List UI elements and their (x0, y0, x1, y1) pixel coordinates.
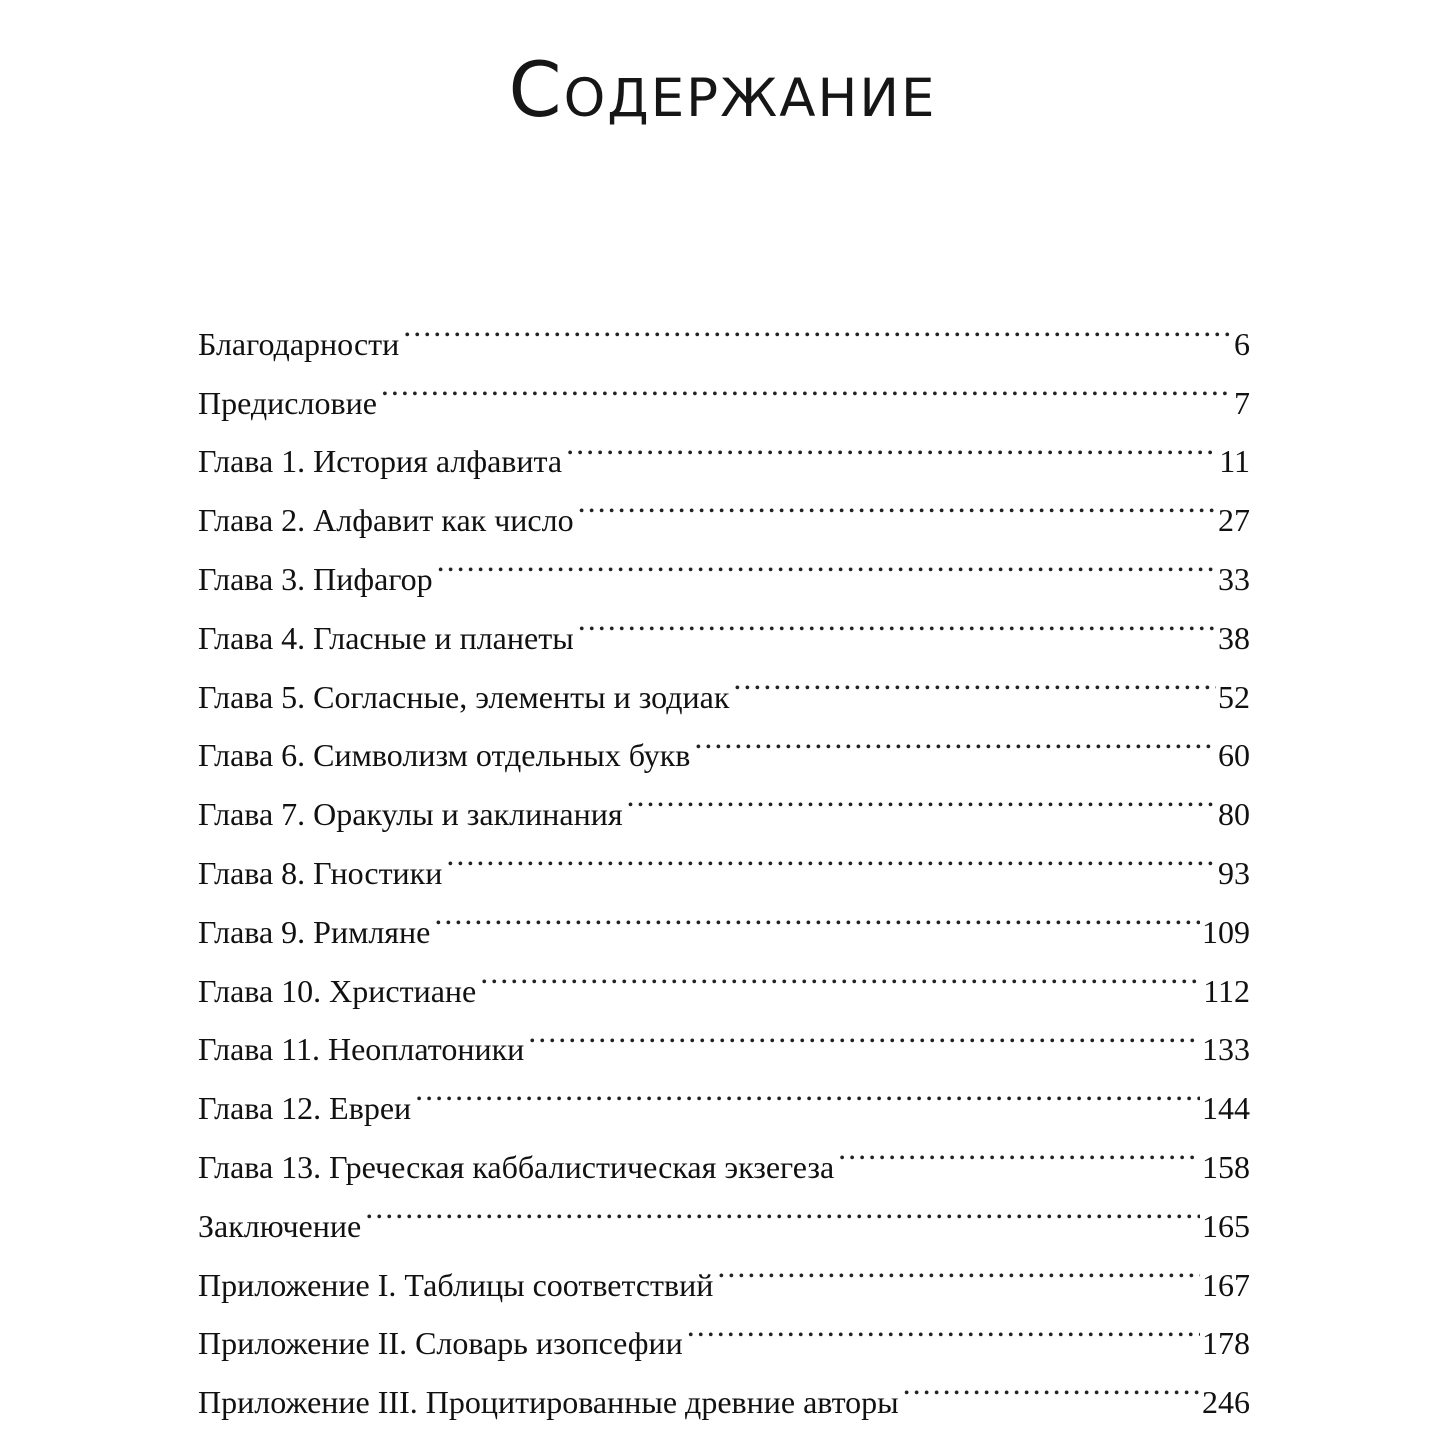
toc-entry-title: Глава 9. Римляне (198, 913, 431, 950)
toc-entry-title: Глава 13. Греческая каббалистическая экзегеза (198, 1148, 835, 1185)
dot-leader (446, 825, 1216, 884)
toc-entry-title: Глава 11. Неоплатоники (198, 1031, 525, 1068)
toc-entry-page: 11 (1219, 443, 1250, 480)
toc-entry-page: 80 (1218, 796, 1250, 833)
toc-entry-page: 7 (1234, 384, 1250, 421)
toc-entry-page: 52 (1218, 678, 1250, 715)
toc-entry-title: Глава 7. Оракулы и заклинания (198, 796, 623, 833)
dot-leader (437, 531, 1216, 590)
toc-entry-title: Глава 5. Согласные, элементы и зодиак (198, 678, 730, 715)
dot-leader (365, 1178, 1200, 1237)
toc-entry[interactable] (198, 296, 1250, 362)
toc-entry-title: Благодарности (198, 325, 400, 362)
dot-leader (694, 708, 1216, 767)
toc-entry-title: Глава 4. Гласные и планеты (198, 619, 574, 656)
dot-leader (627, 766, 1216, 825)
toc-entry-page: 246 (1202, 1384, 1250, 1421)
toc-entry-page: 27 (1218, 502, 1250, 539)
toc-entry-page: 60 (1218, 737, 1250, 774)
dot-leader (528, 1002, 1200, 1061)
dot-leader (403, 296, 1232, 355)
toc-entry-page: 144 (1202, 1090, 1250, 1127)
toc-entry-page: 158 (1202, 1148, 1250, 1185)
dot-leader (381, 355, 1232, 414)
dot-leader (415, 1060, 1200, 1119)
toc-entry-page: 133 (1202, 1031, 1250, 1068)
toc-entry-page: 93 (1218, 854, 1250, 891)
dot-leader (687, 1296, 1200, 1355)
toc-entry-title: Глава 6. Символизм отдельных букв (198, 737, 691, 774)
dot-leader (903, 1354, 1200, 1413)
dot-leader (434, 884, 1200, 943)
toc-entry-page: 167 (1202, 1266, 1250, 1303)
toc-entry-title: Глава 1. История алфавита (198, 443, 563, 480)
toc-entry-title: Приложение I. Таблицы соответствий (198, 1266, 714, 1303)
dot-leader (578, 472, 1216, 531)
toc-entry-title: Глава 10. Христиане (198, 972, 477, 1009)
toc-entry-page: 109 (1202, 913, 1250, 950)
dot-leader (717, 1237, 1200, 1296)
toc-entry-title: Приложение III. Процитированные древние авторы (198, 1384, 899, 1421)
toc-entry-title: Предисловие (198, 384, 377, 421)
dot-leader (578, 590, 1216, 649)
toc-entry-title: Приложение II. Словарь изопсефии (198, 1325, 683, 1362)
toc-entry-page: 33 (1218, 560, 1250, 597)
toc-entry-page: 38 (1218, 619, 1250, 656)
toc-entry-title: Глава 3. Пифагор (198, 560, 433, 597)
toc-entry-title: Глава 2. Алфавит как число (198, 502, 574, 539)
toc-entry-page: 112 (1203, 972, 1250, 1009)
dot-leader (838, 1119, 1200, 1178)
dot-leader (566, 414, 1217, 473)
toc-entry-title: Глава 12. Евреи (198, 1090, 412, 1127)
dot-leader (733, 649, 1216, 708)
page-title: Содержание (508, 45, 937, 134)
toc-entry-title: Глава 8. Гностики (198, 854, 443, 891)
toc-entry-page: 165 (1202, 1207, 1250, 1244)
table-of-contents (198, 296, 1250, 1421)
toc-entry-page: 6 (1234, 325, 1250, 362)
dot-leader (480, 943, 1201, 1002)
toc-entry-title: Заключение (198, 1207, 362, 1244)
toc-entry-page: 178 (1202, 1325, 1250, 1362)
